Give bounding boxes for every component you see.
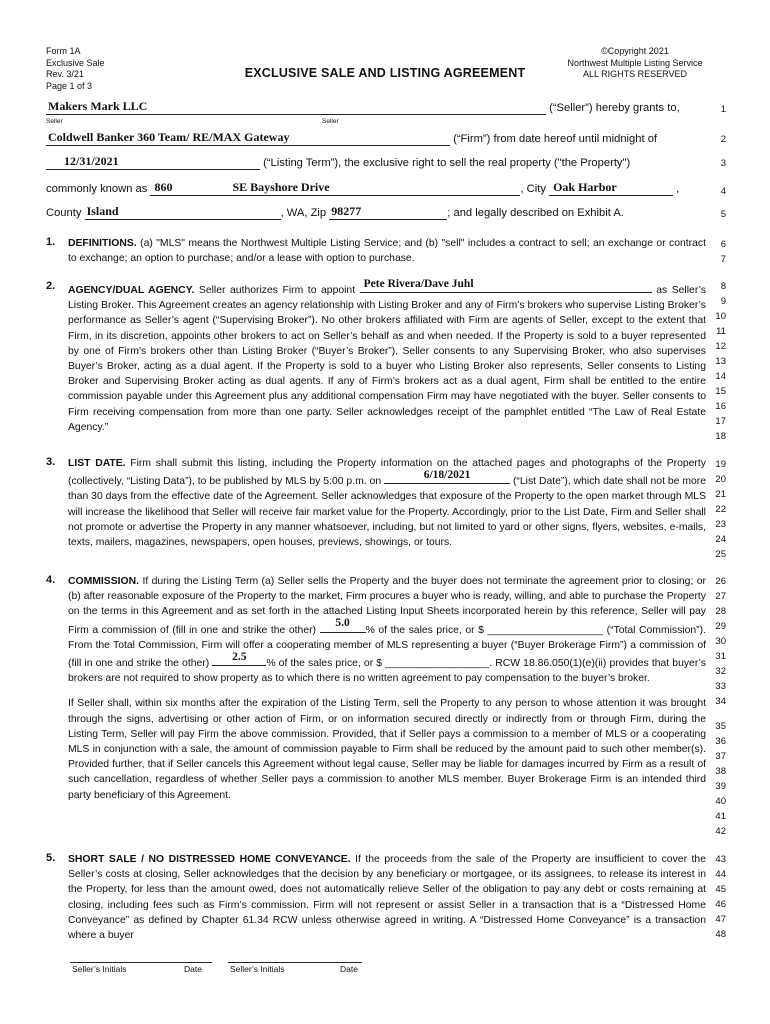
line-number: 9 <box>720 296 726 307</box>
section-5-number: 5. <box>46 852 56 864</box>
section-4-text-c: % of the sales price, or $ __________________. RCW 18.86.050(1)(e)(ii) provides that buyer’s brokers are not required to show property as to which there is no written agreement to pay compensation to the buyer’s broker. <box>68 658 706 685</box>
section-definitions <box>46 236 706 268</box>
section-4-text-a: If during the Listing Term (a) Seller sells the Property and the buyer does not terminate the agreement prior to closing; or (b) after reasonable exposure of the Property to the market, Firm procures a buyer who is ready, willing, and able to purchase the Property on the terms in this Agreement and as set forth in the attached Listing Input Sheets incorporated herein by this reference, Seller will pay Firm a commission of (fill in one and strike the other) <box>68 576 707 636</box>
initials-label-1: Seller’s Initials <box>72 964 127 974</box>
address-field[interactable] <box>150 182 520 196</box>
total-commission-pct-field[interactable] <box>320 617 366 633</box>
line-number: 27 <box>715 591 726 602</box>
copyright-text: ©Copyright 2021 <box>601 46 669 56</box>
listing-term-field[interactable] <box>46 156 260 170</box>
section-5-body <box>68 852 706 943</box>
line-number: 35 <box>715 721 726 732</box>
line-number: 44 <box>715 869 726 880</box>
line-number: 36 <box>715 736 726 747</box>
rights-text: ALL RIGHTS RESERVED <box>582 69 688 79</box>
seller-label-2: Seller <box>322 118 339 125</box>
section-3-number: 3. <box>46 456 56 468</box>
listing-broker-field[interactable] <box>360 277 652 293</box>
line-number: 13 <box>715 356 726 367</box>
section-2-body <box>68 277 706 435</box>
firm-name-value: Coldwell Banker 360 Team/ RE/MAX Gateway <box>48 130 290 144</box>
initials-label-2: Seller’s Initials <box>230 964 285 974</box>
list-date-field[interactable] <box>384 471 510 484</box>
section-5-text: If the proceeds from the sale of the Property are insufficient to cover the Seller’s costs at closing, Seller acknowledges that the decision by any beneficiary or mortgagee, or its assignees, to release its interest in the Property, for less than the amount owed, does not automatically relieve Seller of the obligation to pay any debt or costs remaining at closing, including fees such as Firm’s commission. Firm will not represent or assist Seller in a transaction that is a “Distressed Home Conveyance” as defined by Chapter 61.34 RCW unless otherwise agreed in writing. A “Distressed Home Conveyance” is a transaction where a buyer <box>68 854 706 942</box>
line-number: 26 <box>715 576 726 587</box>
line-number: 46 <box>715 899 726 910</box>
line-number: 31 <box>715 651 726 662</box>
zip-value: 98277 <box>331 204 362 218</box>
form-revision: Rev. 3/21 <box>46 69 84 79</box>
line-number: 43 <box>715 854 726 865</box>
line-number: 34 <box>715 696 726 707</box>
line-number: 2 <box>720 134 726 145</box>
section-3-text-a: Firm shall submit this listing, including the Property information on the attached pages and photographs of the Property (collectively, “Listing Data”), to be published by MLS by 5:00 p.m. on <box>68 458 706 488</box>
list-date-value: 6/18/2021 <box>423 469 471 481</box>
firm-row <box>46 132 704 146</box>
county-row <box>46 206 704 220</box>
total-commission-pct-value: 5.0 <box>335 617 350 630</box>
buyer-brokerage-pct-field[interactable] <box>212 650 266 666</box>
line-number: 33 <box>715 681 726 692</box>
section-1-number: 1. <box>46 236 56 248</box>
line-number: 4 <box>720 186 726 197</box>
line-number: 42 <box>715 826 726 837</box>
section-2-lead: Seller authorizes Firm to appoint <box>198 285 356 296</box>
city-field[interactable] <box>549 182 673 196</box>
city-value: Oak Harbor <box>553 180 617 194</box>
section-3-body <box>68 456 706 550</box>
line-number: 16 <box>715 401 726 412</box>
section-2-number: 2. <box>46 280 56 292</box>
county-label: County <box>46 207 82 219</box>
line-number: 18 <box>715 431 726 442</box>
seller-label-1: Seller <box>46 118 63 125</box>
line-number: 23 <box>715 519 726 530</box>
seller-name-value: Makers Mark LLC <box>48 99 148 113</box>
page-indicator: Page 1 of 3 <box>46 80 93 91</box>
zip-field[interactable] <box>329 206 447 220</box>
listing-term-row <box>46 156 704 170</box>
wa-zip-label: , WA, Zip <box>280 207 327 219</box>
commonly-known-label: commonly known as <box>46 183 148 195</box>
line-number: 3 <box>720 158 726 169</box>
section-1-text: (a) "MLS" means the Northwest Multiple Listing Service; and (b) "sell" includes a contract to sell; an exchange or contract to exchange; an option to purchase; and/or a lease with option to purchase. <box>68 238 706 265</box>
line-number: 20 <box>715 474 726 485</box>
line-number: 8 <box>720 281 726 292</box>
line-number: 28 <box>715 606 726 617</box>
buyer-brokerage-pct-value: 2.5 <box>232 650 247 663</box>
listing-term-value: 12/31/2021 <box>64 154 119 168</box>
line-number: 32 <box>715 666 726 677</box>
county-value: Island <box>86 204 119 218</box>
copyright-block <box>550 46 720 81</box>
section-3-heading: LIST DATE. <box>68 458 126 469</box>
line-number: 19 <box>715 459 726 470</box>
line-number: 11 <box>716 326 726 337</box>
line-number: 39 <box>715 781 726 792</box>
line-number: 15 <box>715 386 726 397</box>
line-number: 12 <box>715 341 726 352</box>
line-number: 1 <box>720 104 726 115</box>
firm-row-text: (“Firm”) from date hereof until midnight of <box>453 133 658 145</box>
line-number: 48 <box>715 929 726 940</box>
seller-row <box>46 101 704 115</box>
line-number: 30 <box>715 636 726 647</box>
section-5-heading: SHORT SALE / NO DISTRESSED HOME CONVEYANCE. <box>68 854 351 865</box>
firm-field[interactable] <box>46 132 450 146</box>
legal-description-text: ; and legally described on Exhibit A. <box>447 207 624 219</box>
county-field[interactable] <box>85 206 281 220</box>
document-title: EXCLUSIVE SALE AND LISTING AGREEMENT <box>244 66 526 80</box>
line-number: 14 <box>715 371 726 382</box>
section-2-heading: AGENCY/DUAL AGENCY. <box>68 285 195 296</box>
section-1-heading: DEFINITIONS. <box>68 238 137 249</box>
line-number: 38 <box>715 766 726 777</box>
section-list-date <box>46 456 706 566</box>
section-4-body <box>68 574 706 803</box>
line-number: 7 <box>720 254 726 265</box>
line-number: 10 <box>715 311 726 322</box>
section-1-body <box>68 236 706 266</box>
street-name-value: SE Bayshore Drive <box>232 180 330 194</box>
section-commission <box>46 574 706 854</box>
section-4-text-d: If Seller shall, within six months after the expiration of the Listing Term, sell the Property to any person to whose attention it was brought through the signs, advertising or other action of Firm, or on information secured directly or indirectly from or through Firm, during the Listing Term, Seller will pay Firm the above commission. Provided, that if Seller pays a commission to a member of MLS or a cooperating MLS in conjunction with a sale, the amount of commission payable to Firm shall be reduced by the amount paid to such other member(s). Provided further, that if Seller cancels this Agreement without legal cause, Seller may be liable for damages incurred by Firm as a result of such cancellation, regardless of whether Seller pays a commission to another MLS member. Buyer Brokerage Firm is an intended third party beneficiary of this Agreement. <box>68 698 706 801</box>
date-label-1: Date <box>184 964 202 974</box>
line-number: 41 <box>715 811 726 822</box>
section-short-sale <box>46 852 706 946</box>
line-number: 37 <box>715 751 726 762</box>
line-number: 47 <box>715 914 726 925</box>
section-3-text-b: (“List Date”), which date shall not be more than 30 days from the effective date of the Agreement. Seller acknowledges that exposure of the Property to the open market through MLS will increase the likelihood that Seller will receive fair market value for the Property. Accordingly, prior to the List Date, Firm and Seller shall not promote or advertise the Property in any manner whatsoever, including, but not limited to yard or other signs, flyers, websites, e-mails, texts, mailers, magazines, newspapers, open houses, previews, showings, or tours. <box>68 476 707 549</box>
section-4-heading: COMMISSION. <box>68 576 140 587</box>
line-number: 29 <box>715 621 726 632</box>
form-number: Form 1A <box>46 46 81 56</box>
line-number: 40 <box>715 796 726 807</box>
initials-line-1[interactable] <box>70 962 212 963</box>
city-label: , City <box>520 183 546 195</box>
organization-name: Northwest Multiple Listing Service <box>567 57 703 68</box>
initials-line-2[interactable] <box>228 962 362 963</box>
form-type: Exclusive Sale <box>46 57 105 68</box>
line-number: 25 <box>715 549 726 560</box>
section-4-number: 4. <box>46 574 56 586</box>
listing-term-text: (“Listing Term”), the exclusive right to sell the real property ("the Property") <box>263 157 631 169</box>
line-number: 24 <box>715 534 726 545</box>
section-4-text-b: % of the sales price, or $ ____________________ (“Total Commission”). From the Total Commission, Firm will offer a cooperating member of MLS representing a buyer (“Buyer Brokerage Firm”) a commission of (fill in one and strike the other) <box>68 624 706 670</box>
line-number: 17 <box>715 416 726 427</box>
seller-row-text: (“Seller”) hereby grants to, <box>549 102 680 114</box>
street-number-value: 860 <box>154 180 173 194</box>
line-number: 45 <box>715 884 726 895</box>
date-label-2: Date <box>340 964 358 974</box>
section-agency <box>46 277 706 442</box>
line-number: 6 <box>720 239 726 250</box>
line-number: 22 <box>715 504 726 515</box>
line-number: 5 <box>720 209 726 220</box>
seller-field[interactable] <box>46 101 546 115</box>
section-2-text: as Seller’s Listing Broker. This Agreement creates an agency relationship with Listing Broker and any of Firm’s brokers who supervise Listing Broker’s performance as Seller’s agent (“Supervising Broker”). No other brokers affiliated with Firm are agents of Seller, except to the extent that Firm, in its discretion, appoints other brokers to act on Seller’s behalf as and when needed. If the Property is sold to a buyer represented by one of Firm’s brokers other than Listing Broker (“Buyer’s Broker”), Seller consents to any Supervising Broker, who also supervises Buyer’s Broker, acting as a dual agent. If the Property is sold to a buyer who Listing Broker also represents, Seller consents to Listing Broker and Supervising Broker acting as dual agents. If any of Firm’s brokers act as a dual agent, Firm shall be entitled to the entire commission payable under this Agreement plus any additional compensation Firm may have negotiated with the buyer. Seller consents to Firm receiving compensation from more than one party. Seller acknowledges receipt of the pamphlet entitled “The Law of Real Estate Agency.” <box>68 285 706 433</box>
address-row: commonly known as 860 SE Bayshore Drive , City Oak Harbor , <box>46 180 680 195</box>
line-number: 21 <box>715 489 726 500</box>
listing-broker-value: Pete Rivera/Dave Juhl <box>363 277 474 290</box>
